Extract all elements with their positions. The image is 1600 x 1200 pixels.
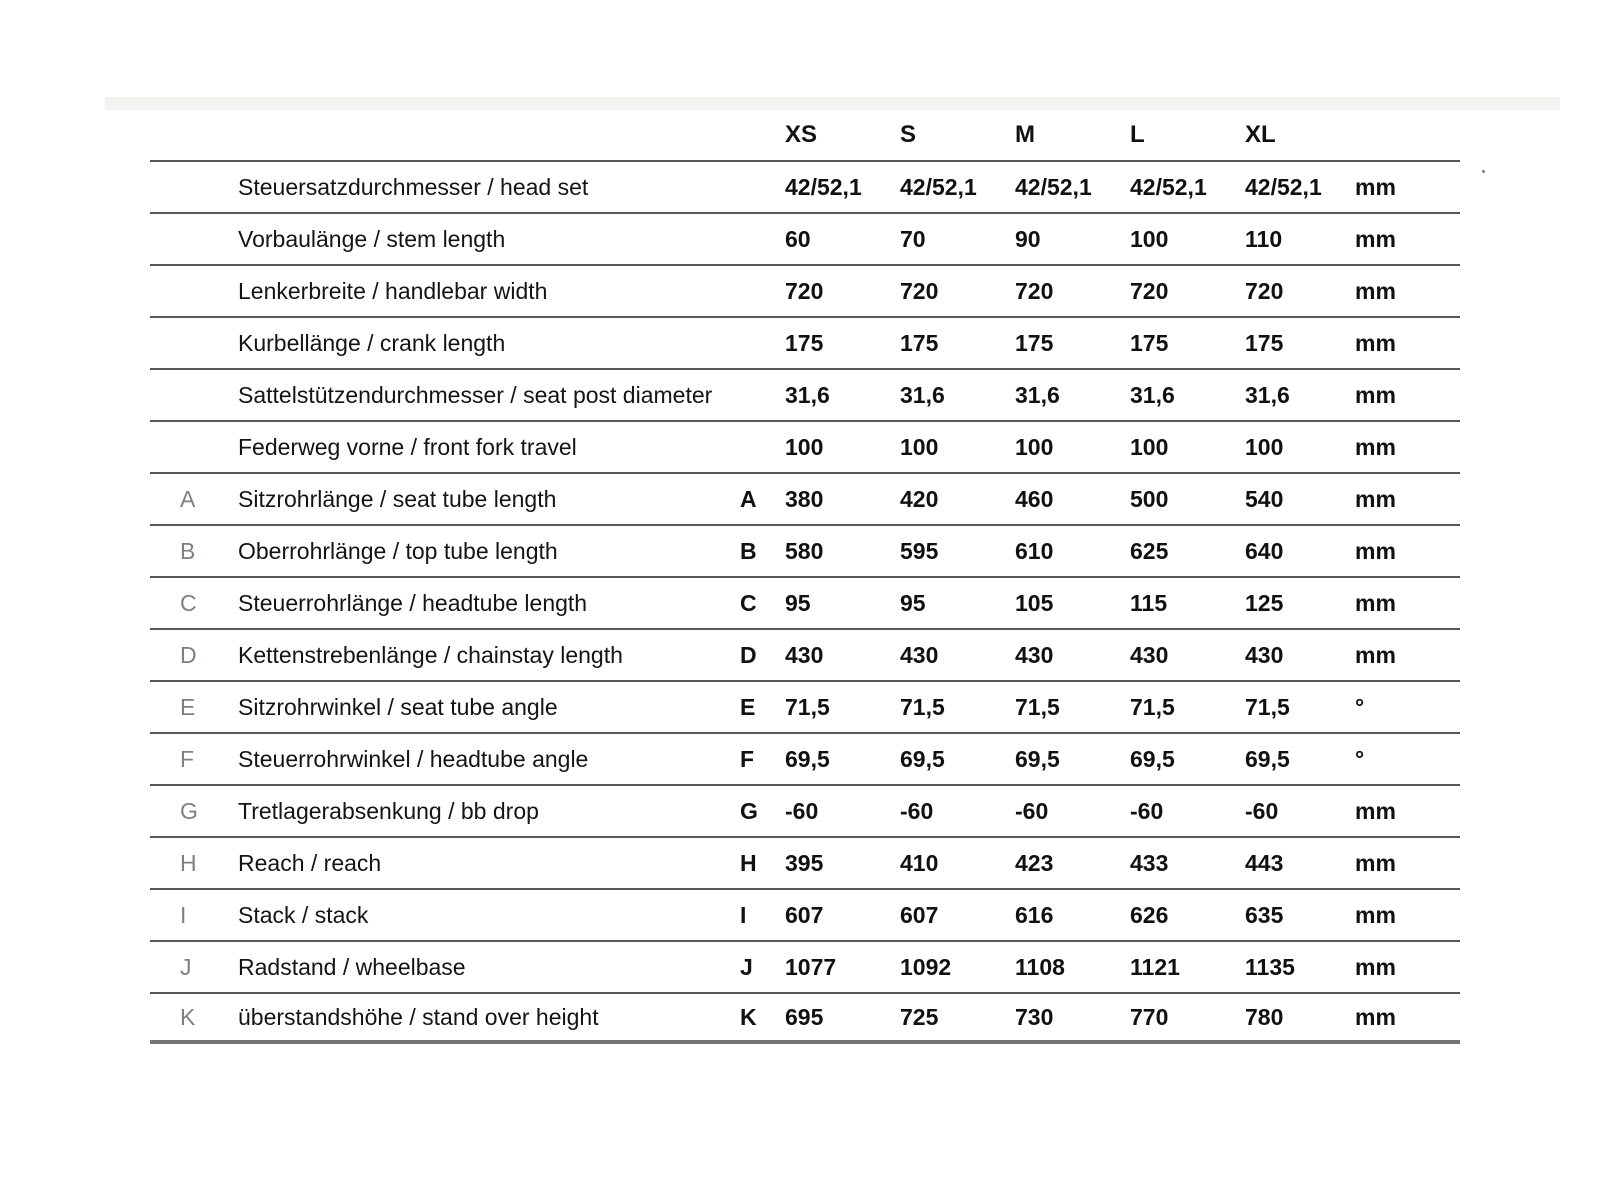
value-s: 100 [900,433,939,460]
value-xl: 1135 [1245,953,1295,980]
spec-label: Oberrohrlänge / top tube length [238,537,558,564]
size-header-l: L [1130,121,1145,148]
value-l: 31,6 [1130,381,1175,408]
value-s: 1092 [900,953,952,980]
spec-label: Vorbaulänge / stem length [238,225,506,252]
size-header-s: S [900,121,917,148]
table-header-row [150,110,1460,160]
row-letter-repeat: C [740,589,757,616]
value-xs: 430 [785,641,824,668]
value-s: 420 [900,485,939,512]
table-row [150,316,1460,368]
value-l: 500 [1130,485,1169,512]
value-xl: 430 [1245,641,1284,668]
spec-label: Steuerrohrwinkel / headtube angle [238,745,589,772]
value-xl: 69,5 [1245,745,1290,772]
value-l: -60 [1130,797,1164,824]
value-xs: 69,5 [785,745,830,772]
value-l: 71,5 [1130,693,1175,720]
spec-label: Sattelstützendurchmesser / seat post diameter [238,381,713,408]
unit-label: mm [1355,433,1396,460]
unit-label: mm [1355,589,1396,616]
unit-label: ° [1355,693,1365,720]
value-xs: 71,5 [785,693,830,720]
value-l: 69,5 [1130,745,1175,772]
value-s: 430 [900,641,939,668]
value-m: 430 [1015,641,1054,668]
size-header-xl: XL [1245,121,1276,148]
table-row [150,836,1460,888]
value-s: 720 [900,277,939,304]
row-letter: D [180,641,197,668]
value-m: 175 [1015,329,1054,356]
value-xs: -60 [785,797,819,824]
spec-label: Kettenstrebenlänge / chainstay length [238,641,623,668]
spec-label: Federweg vorne / front fork travel [238,433,577,460]
spec-label: Steuersatzdurchmesser / head set [238,173,589,200]
value-xs: 720 [785,277,824,304]
table-row [150,524,1460,576]
value-m: 90 [1015,225,1041,252]
value-xs: 60 [785,225,811,252]
value-l: 770 [1130,1003,1169,1030]
size-header-xs: XS [785,121,818,148]
unit-label: mm [1355,1003,1396,1030]
value-xl: 640 [1245,537,1284,564]
value-m: 730 [1015,1003,1054,1030]
value-xl: 110 [1245,225,1283,252]
unit-label: mm [1355,277,1396,304]
speck-artifact [1482,170,1485,173]
value-m: 71,5 [1015,693,1060,720]
row-letter-repeat: G [740,797,758,824]
value-xs: 175 [785,329,824,356]
value-s: 410 [900,849,939,876]
value-xs: 1077 [785,953,837,980]
value-xs: 42/52,1 [785,173,862,200]
row-letter-repeat: I [740,901,747,928]
value-xs: 100 [785,433,824,460]
spec-label: überstandshöhe / stand over height [238,1003,599,1030]
table-row [150,472,1460,524]
value-m: 100 [1015,433,1054,460]
row-letter-repeat: J [740,953,753,980]
row-letter: A [180,485,196,512]
row-letter: J [180,953,192,980]
value-s: 607 [900,901,939,928]
value-xl: -60 [1245,797,1279,824]
table-row [150,784,1460,836]
value-s: 31,6 [900,381,945,408]
value-l: 175 [1130,329,1169,356]
unit-label: mm [1355,953,1396,980]
spec-label: Radstand / wheelbase [238,953,466,980]
value-xl: 100 [1245,433,1284,460]
unit-label: mm [1355,381,1396,408]
row-letter-repeat: A [740,485,757,512]
value-xs: 580 [785,537,824,564]
table-row [150,888,1460,940]
value-s: 71,5 [900,693,945,720]
value-xl: 175 [1245,329,1284,356]
value-xs: 95 [785,589,811,616]
table-row [150,628,1460,680]
value-l: 626 [1130,901,1169,928]
value-m: 616 [1015,901,1054,928]
value-l: 100 [1130,225,1169,252]
spec-label: Tretlagerabsenkung / bb drop [238,797,539,824]
value-l: 42/52,1 [1130,173,1207,200]
value-s: 69,5 [900,745,945,772]
unit-label: mm [1355,641,1396,668]
row-letter: G [180,797,198,824]
value-m: 460 [1015,485,1054,512]
value-xs: 395 [785,849,824,876]
value-xl: 635 [1245,901,1284,928]
value-l: 625 [1130,537,1169,564]
spec-label: Steuerrohrlänge / headtube length [238,589,588,616]
table-row [150,576,1460,628]
value-m: 1108 [1015,953,1065,980]
row-letter: B [180,537,196,564]
value-s: 95 [900,589,926,616]
row-letter: I [180,901,187,928]
value-s: 175 [900,329,939,356]
value-m: 720 [1015,277,1054,304]
unit-label: ° [1355,745,1365,772]
unit-label: mm [1355,849,1396,876]
spec-label: Stack / stack [238,901,369,928]
value-l: 433 [1130,849,1169,876]
table-row [150,160,1460,212]
value-xl: 780 [1245,1003,1284,1030]
value-l: 115 [1130,589,1168,616]
size-header-m: M [1015,121,1035,148]
table-row [150,264,1460,316]
row-letter-repeat: B [740,537,757,564]
value-xl: 71,5 [1245,693,1290,720]
unit-label: mm [1355,225,1396,252]
value-s: 70 [900,225,926,252]
value-xl: 125 [1245,589,1284,616]
table-row [150,680,1460,732]
table-row [150,940,1460,992]
value-l: 100 [1130,433,1169,460]
value-xl: 720 [1245,277,1284,304]
value-s: 595 [900,537,939,564]
value-m: 69,5 [1015,745,1060,772]
row-letter-repeat: E [740,693,756,720]
value-xs: 695 [785,1003,824,1030]
value-s: 42/52,1 [900,173,977,200]
table-row [150,992,1460,1044]
table-row [150,732,1460,784]
row-letter: E [180,693,196,720]
row-letter: C [180,589,197,616]
value-s: 725 [900,1003,939,1030]
value-xl: 42/52,1 [1245,173,1322,200]
row-letter: K [180,1003,196,1030]
table-row [150,420,1460,472]
row-letter-repeat: D [740,641,757,668]
table-row [150,368,1460,420]
value-xs: 31,6 [785,381,830,408]
spec-label: Lenkerbreite / handlebar width [238,277,548,304]
spec-table-body [150,160,1460,1044]
unit-label: mm [1355,485,1396,512]
spec-label: Reach / reach [238,849,382,876]
unit-label: mm [1355,329,1396,356]
spec-label: Sitzrohrlänge / seat tube length [238,485,557,512]
row-letter-repeat: H [740,849,757,876]
value-m: 105 [1015,589,1054,616]
table-row [150,212,1460,264]
value-l: 720 [1130,277,1169,304]
bike-geometry-table [150,110,1460,1044]
value-l: 1121 [1130,953,1180,980]
unit-label: mm [1355,537,1396,564]
value-m: 423 [1015,849,1054,876]
unit-label: mm [1355,173,1396,200]
value-xl: 443 [1245,849,1284,876]
value-m: 610 [1015,537,1054,564]
row-letter: H [180,849,197,876]
value-m: 31,6 [1015,381,1060,408]
value-xl: 540 [1245,485,1284,512]
value-xl: 31,6 [1245,381,1290,408]
value-m: 42/52,1 [1015,173,1092,200]
row-letter-repeat: F [740,745,755,772]
unit-label: mm [1355,901,1396,928]
spec-label: Kurbellänge / crank length [238,329,506,356]
value-xs: 607 [785,901,824,928]
row-letter: F [180,745,195,772]
spec-label: Sitzrohrwinkel / seat tube angle [238,693,558,720]
value-xs: 380 [785,485,824,512]
value-m: -60 [1015,797,1049,824]
row-letter-repeat: K [740,1003,757,1030]
value-l: 430 [1130,641,1169,668]
unit-label: mm [1355,797,1396,824]
scan-artifact-band [105,97,1560,110]
value-s: -60 [900,797,934,824]
